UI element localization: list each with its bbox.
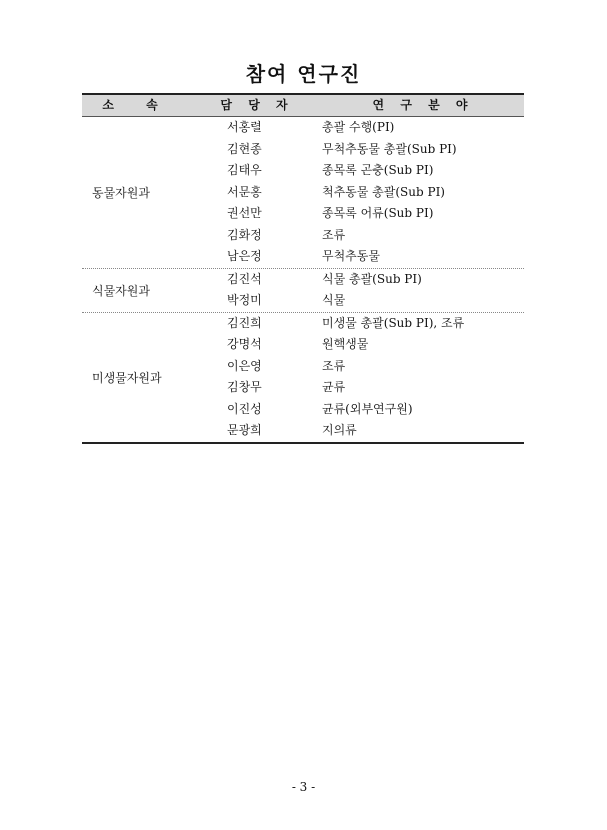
member-field: 총괄 수행(PI) <box>322 120 395 134</box>
member-name: 김태우 <box>227 163 262 177</box>
group-name: 미생물자원과 <box>92 370 162 385</box>
table-row <box>192 290 524 312</box>
table-row <box>192 225 524 247</box>
member-name: 김창무 <box>227 380 262 394</box>
member-name: 박정미 <box>227 293 262 307</box>
member-name: 이은영 <box>227 358 262 373</box>
table-header <box>82 95 524 117</box>
member-name: 김화정 <box>227 227 262 242</box>
member-field: 균류 <box>322 380 346 394</box>
member-field: 미생물 총괄(Sub PI), 조류 <box>322 315 465 330</box>
member-name: 김진석 <box>227 271 262 286</box>
member-field: 식물 <box>322 293 346 307</box>
table-row <box>192 377 524 399</box>
member-field: 균류(외부연구원) <box>322 401 413 416</box>
member-field: 종목록 어류(Sub PI) <box>322 206 434 220</box>
header-person: 담 당 자 <box>220 98 294 112</box>
table-row <box>192 182 524 204</box>
group-name: 식물자원과 <box>92 283 150 298</box>
member-field: 원핵생물 <box>322 337 369 351</box>
header-affiliation: 소 속 <box>102 98 172 112</box>
researcher-table <box>82 93 524 444</box>
table-row <box>192 160 524 182</box>
table-row <box>192 117 524 139</box>
member-name: 강명석 <box>227 337 262 351</box>
table-row <box>192 139 524 161</box>
table-row <box>192 203 524 225</box>
table-row <box>192 334 524 356</box>
group-animal <box>82 117 524 269</box>
member-name: 남은정 <box>227 249 262 263</box>
table-row <box>192 356 524 378</box>
member-field: 조류 <box>322 358 346 373</box>
member-field: 종목록 곤충(Sub PI) <box>322 163 434 177</box>
table-row <box>192 420 524 442</box>
member-name: 권선만 <box>227 206 262 220</box>
group-microbe <box>82 313 524 442</box>
page-number: - 3 - <box>291 780 316 794</box>
member-name: 서문홍 <box>227 184 262 199</box>
table-row <box>192 399 524 421</box>
member-name: 김현종 <box>227 141 262 156</box>
member-name: 서홍렬 <box>227 120 262 134</box>
table-row <box>192 313 524 335</box>
member-name: 이진성 <box>227 401 262 416</box>
page-title: 참여 연구진 <box>245 62 362 86</box>
member-field: 조류 <box>322 227 346 242</box>
table-row <box>192 269 524 291</box>
group-plant <box>82 269 524 313</box>
member-field: 지의류 <box>322 423 357 437</box>
member-field: 척추동물 총괄(Sub PI) <box>322 184 445 199</box>
header-field: 연 구 분 야 <box>372 98 474 112</box>
member-field: 무척추동물 <box>322 249 380 263</box>
member-name: 김진희 <box>227 315 262 330</box>
table-row <box>192 246 524 268</box>
member-field: 무척추동물 총괄(Sub PI) <box>322 141 457 156</box>
member-field: 식물 총괄(Sub PI) <box>322 271 422 286</box>
member-name: 문광희 <box>227 423 262 437</box>
group-name: 동물자원과 <box>92 185 150 200</box>
